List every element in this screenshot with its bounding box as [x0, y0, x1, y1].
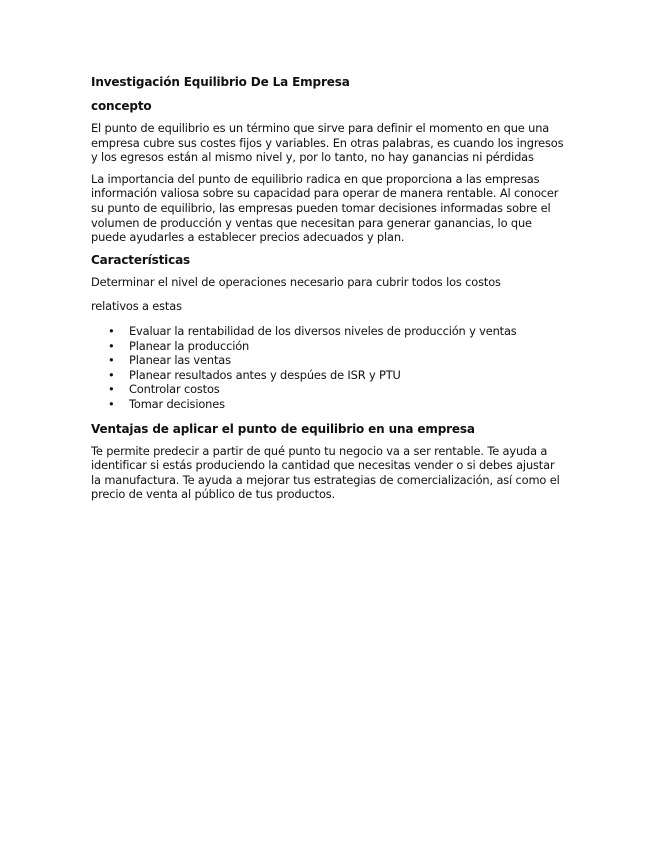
- section-heading-concepto: concepto: [91, 99, 152, 113]
- list-item-text: Planear resultados antes y despúes de ISR y PTU: [129, 367, 401, 382]
- list-item-text: Controlar costos: [129, 382, 220, 397]
- paragraph-advantages: Te permite predecir a partir de qué punto tu negocio va a ser rentable. Te ayuda a identificar si estás produciendo la cantidad que necesitas vender o si debes ajustar la manufactura. Te ayuda a mejorar tus estrategias de comercialización, así como el precio de venta al público de tus productos.: [91, 443, 560, 502]
- paragraph-definition: El punto de equilibrio es un término que sirve para definir el momento en que una empresa cubre sus costes fijos y variables. En otras palabras, es cuando los ingresos y los egresos están al mismo nivel y, por lo tanto, no hay ganancias ni pérdidas: [91, 121, 564, 165]
- list-item: [91, 382, 566, 397]
- document-page: [91, 74, 566, 509]
- paragraph-importance: La importancia del punto de equilibrio radica en que proporciona a las empresas información valiosa sobre su capacidad para operar de manera rentable. Al conocer su punto de equilibrio, las empresas pueden tomar decisiones informadas sobre el volumen de producción y ventas que necesitan para generar ganancias, lo que puede ayudarles a establecer precios adecuados y plan.: [91, 171, 559, 245]
- document-title: Investigación Equilibrio De La Empresa: [91, 75, 350, 89]
- paragraph-characteristics-intro: Determinar el nivel de operaciones necesario para cubrir todos los costos: [91, 274, 501, 289]
- list-item: [91, 353, 566, 368]
- bullet-icon: •: [108, 382, 115, 397]
- list-item: [91, 368, 566, 383]
- list-item: [91, 339, 566, 354]
- bullet-icon: •: [108, 353, 115, 368]
- bullet-icon: •: [108, 323, 115, 338]
- list-item-text: Planear las ventas: [129, 353, 231, 368]
- list-item-text: Evaluar la rentabilidad de los diversos niveles de producción y ventas: [129, 323, 517, 338]
- section-heading-ventajas: Ventajas de aplicar el punto de equilibrio en una empresa: [91, 421, 475, 436]
- list-item-text: Tomar decisiones: [129, 396, 225, 411]
- list-item: [91, 397, 566, 412]
- list-item-text: Planear la producción: [129, 338, 250, 353]
- characteristics-list: [91, 324, 566, 412]
- bullet-icon: •: [108, 396, 115, 411]
- paragraph-characteristics-intro-continued: relativos a estas: [91, 299, 182, 314]
- section-heading-caracteristicas: Características: [91, 252, 191, 267]
- bullet-icon: •: [108, 338, 115, 353]
- bullet-icon: •: [108, 367, 115, 382]
- list-item: [91, 324, 566, 339]
